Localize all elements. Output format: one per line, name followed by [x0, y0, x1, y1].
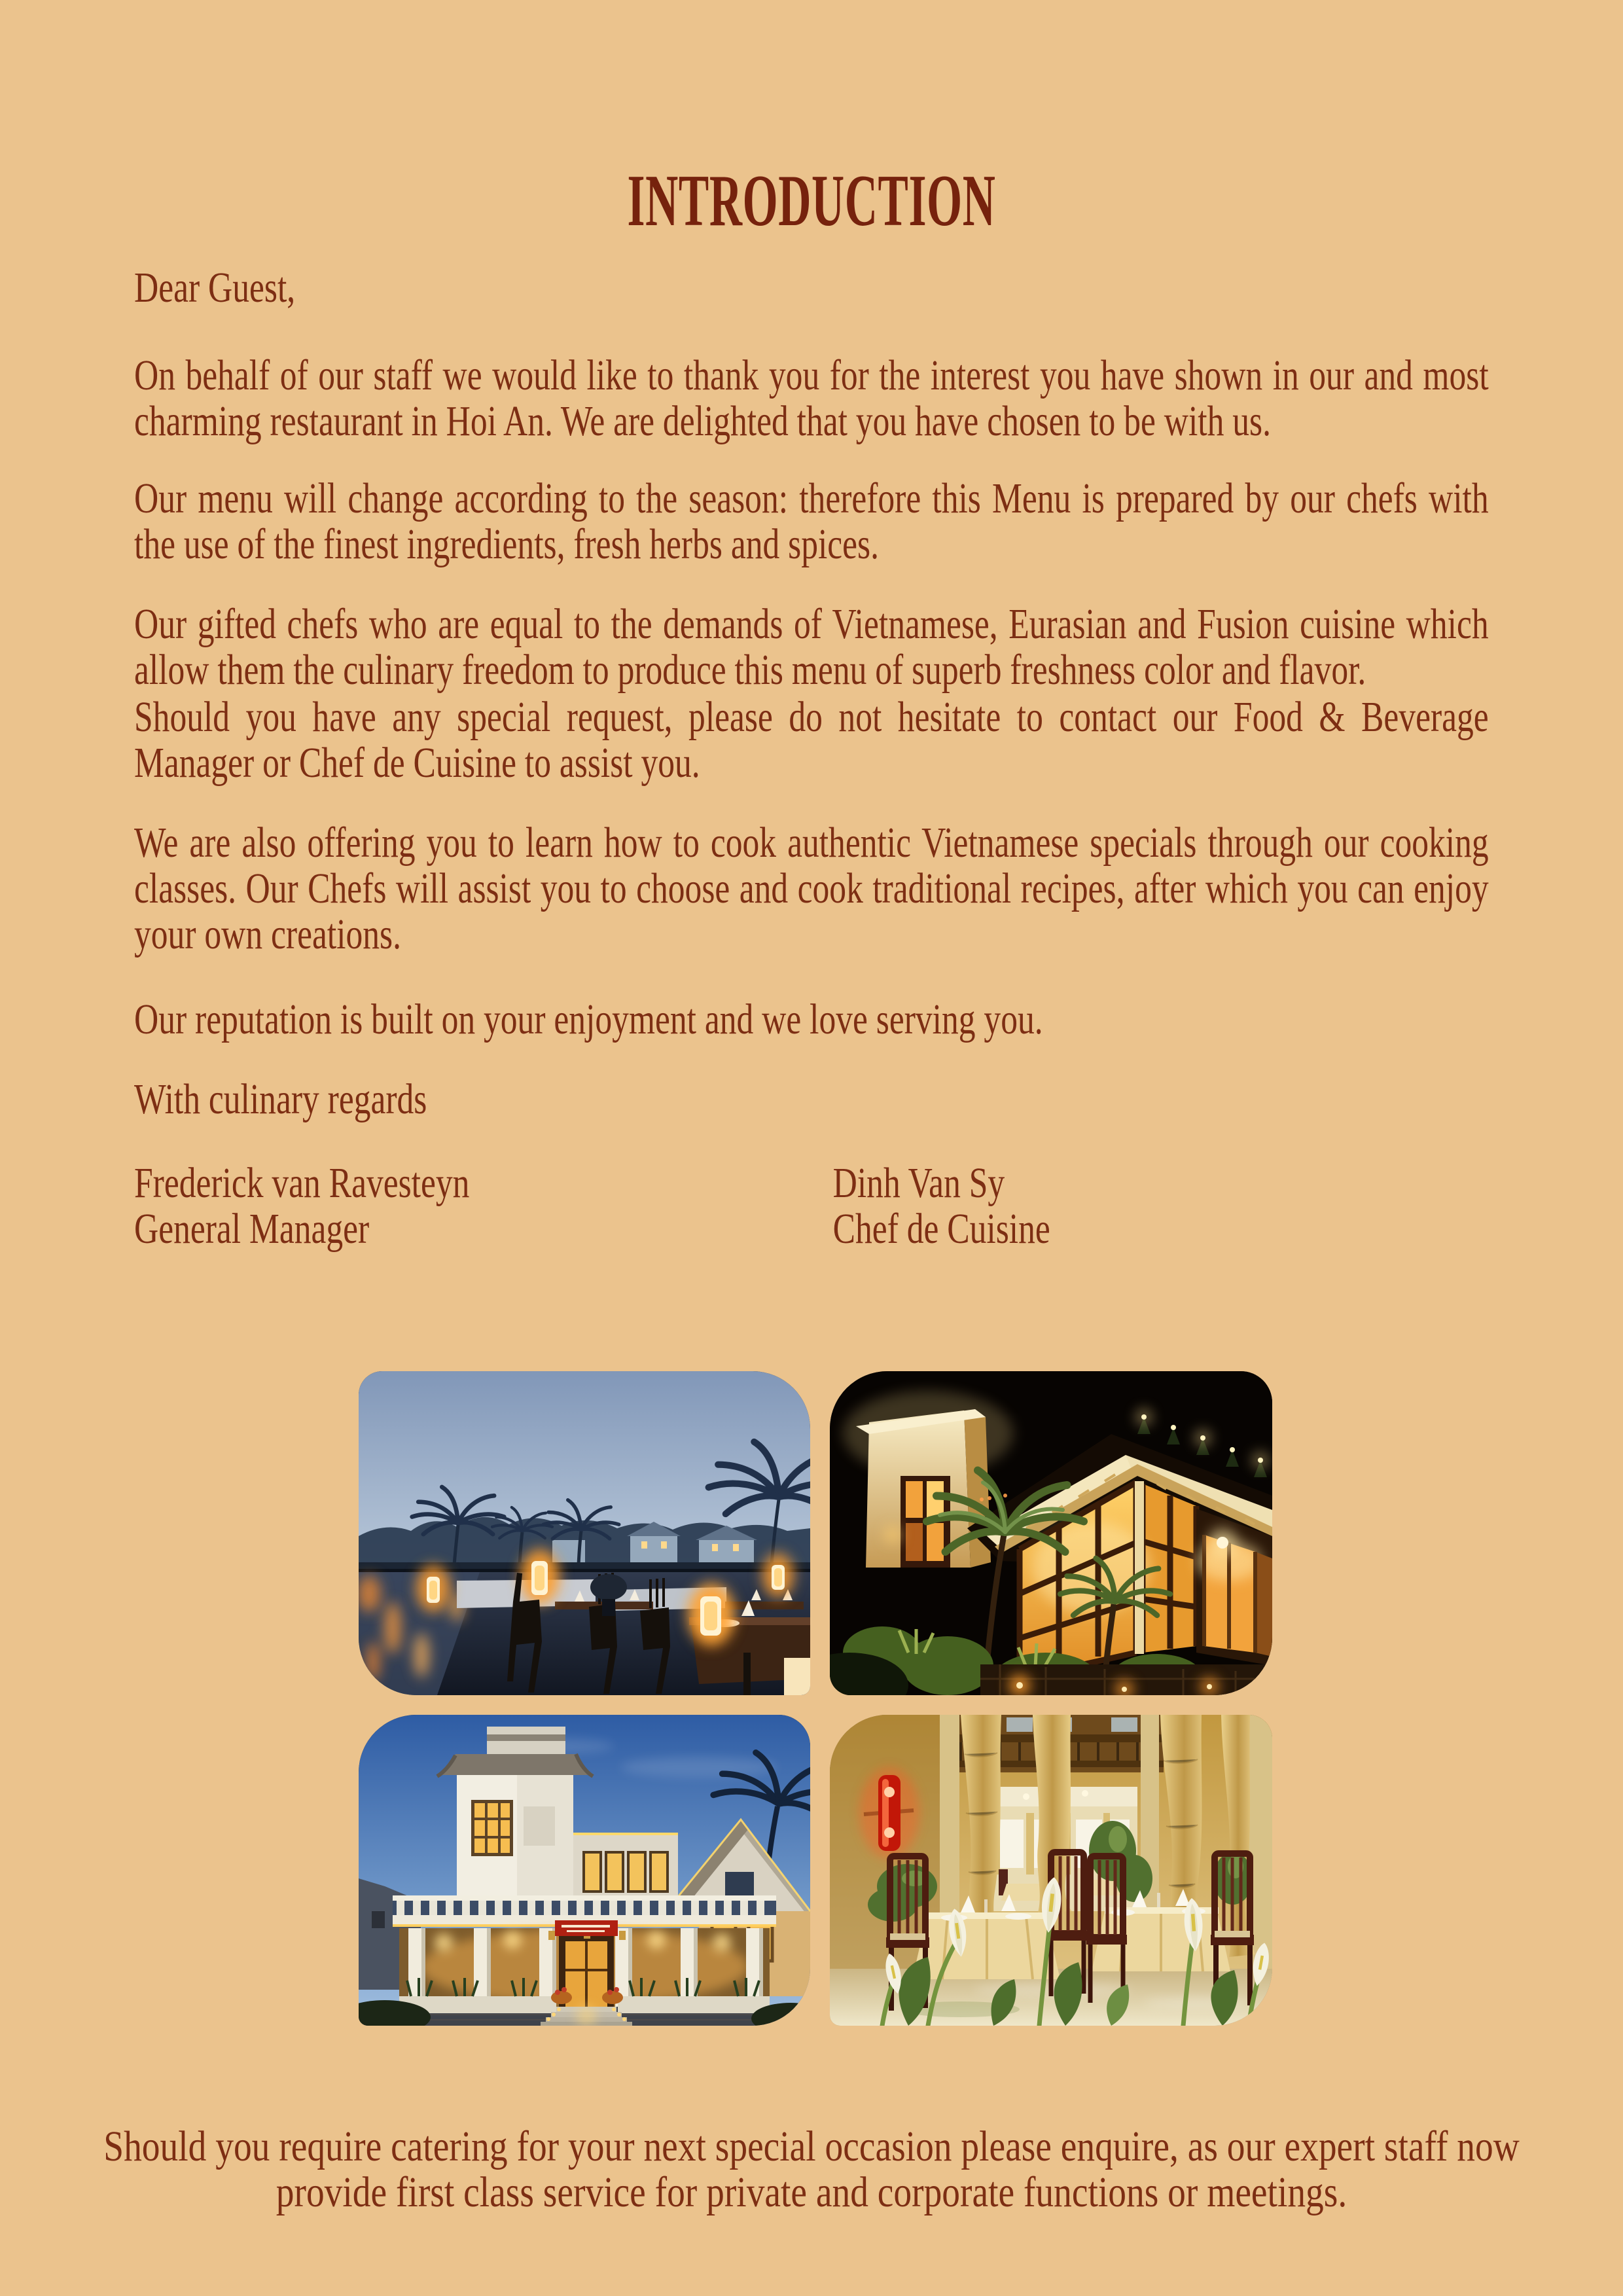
pavilion-photo-art	[830, 1371, 1272, 1695]
closing-line: With culinary regards	[134, 1075, 427, 1123]
signature-role: Chef de Cuisine	[832, 1205, 1050, 1253]
photo-dining-interior	[830, 1715, 1272, 2026]
paragraph-cooking-classes: We are also offering you to learn how to cook authentic Vietnamese specials through our cooking classes. Our Chefs will assist you to choose and cook traditional recipes, after which you can enjoy your own creations.	[134, 819, 1489, 958]
salutation: Dear Guest,	[134, 264, 296, 312]
photo-pavilion-night	[830, 1371, 1272, 1695]
villa-photo-art	[359, 1715, 810, 2026]
terrace-photo-art	[359, 1371, 810, 1695]
signature-name: Frederick van Ravesteyn	[134, 1159, 470, 1207]
photo-grid	[359, 1371, 1272, 2026]
paragraph-special-request: Should you have any special request, please do not hesitate to contact our Food & Beverage Manager or Chef de Cuisine to assist you.	[134, 693, 1489, 787]
photo-villa-dusk	[359, 1715, 810, 2026]
paragraph-welcome: On behalf of our staff we would like to thank you for the interest you have shown in our and most charming restaurant in Hoi An. We are delighted that you have chosen to be with us.	[134, 351, 1489, 445]
dining-photo-art	[830, 1715, 1272, 2026]
signature-chef-de-cuisine	[833, 1160, 1050, 1252]
footer-note: Should you require catering for your next special occasion please enquire, as our expert staff now provide first class service for private and corporate functions or meetings.	[103, 2123, 1520, 2216]
paragraph-reputation: Our reputation is built on your enjoyment and we love serving you.	[134, 996, 1043, 1043]
letter-body	[134, 265, 1489, 1259]
paragraph-chefs: Our gifted chefs who are equal to the demands of Vietnamese, Eurasian and Fusion cuisine which allow them the culinary freedom to produce this menu of superb freshness color and flavor.	[134, 600, 1489, 694]
paragraph-menu-season: Our menu will change according to the season: therefore this Menu is prepared by our chefs with the use of the finest ingredients, fresh herbs and spices.	[134, 475, 1489, 568]
page-title: INTRODUCTION	[627, 160, 996, 242]
signature-general-manager	[134, 1160, 469, 1252]
signatures	[134, 1160, 1489, 1259]
signature-role: General Manager	[134, 1205, 370, 1253]
signature-name: Dinh Van Sy	[832, 1159, 1005, 1207]
photo-rooftop-terrace	[359, 1371, 810, 1695]
